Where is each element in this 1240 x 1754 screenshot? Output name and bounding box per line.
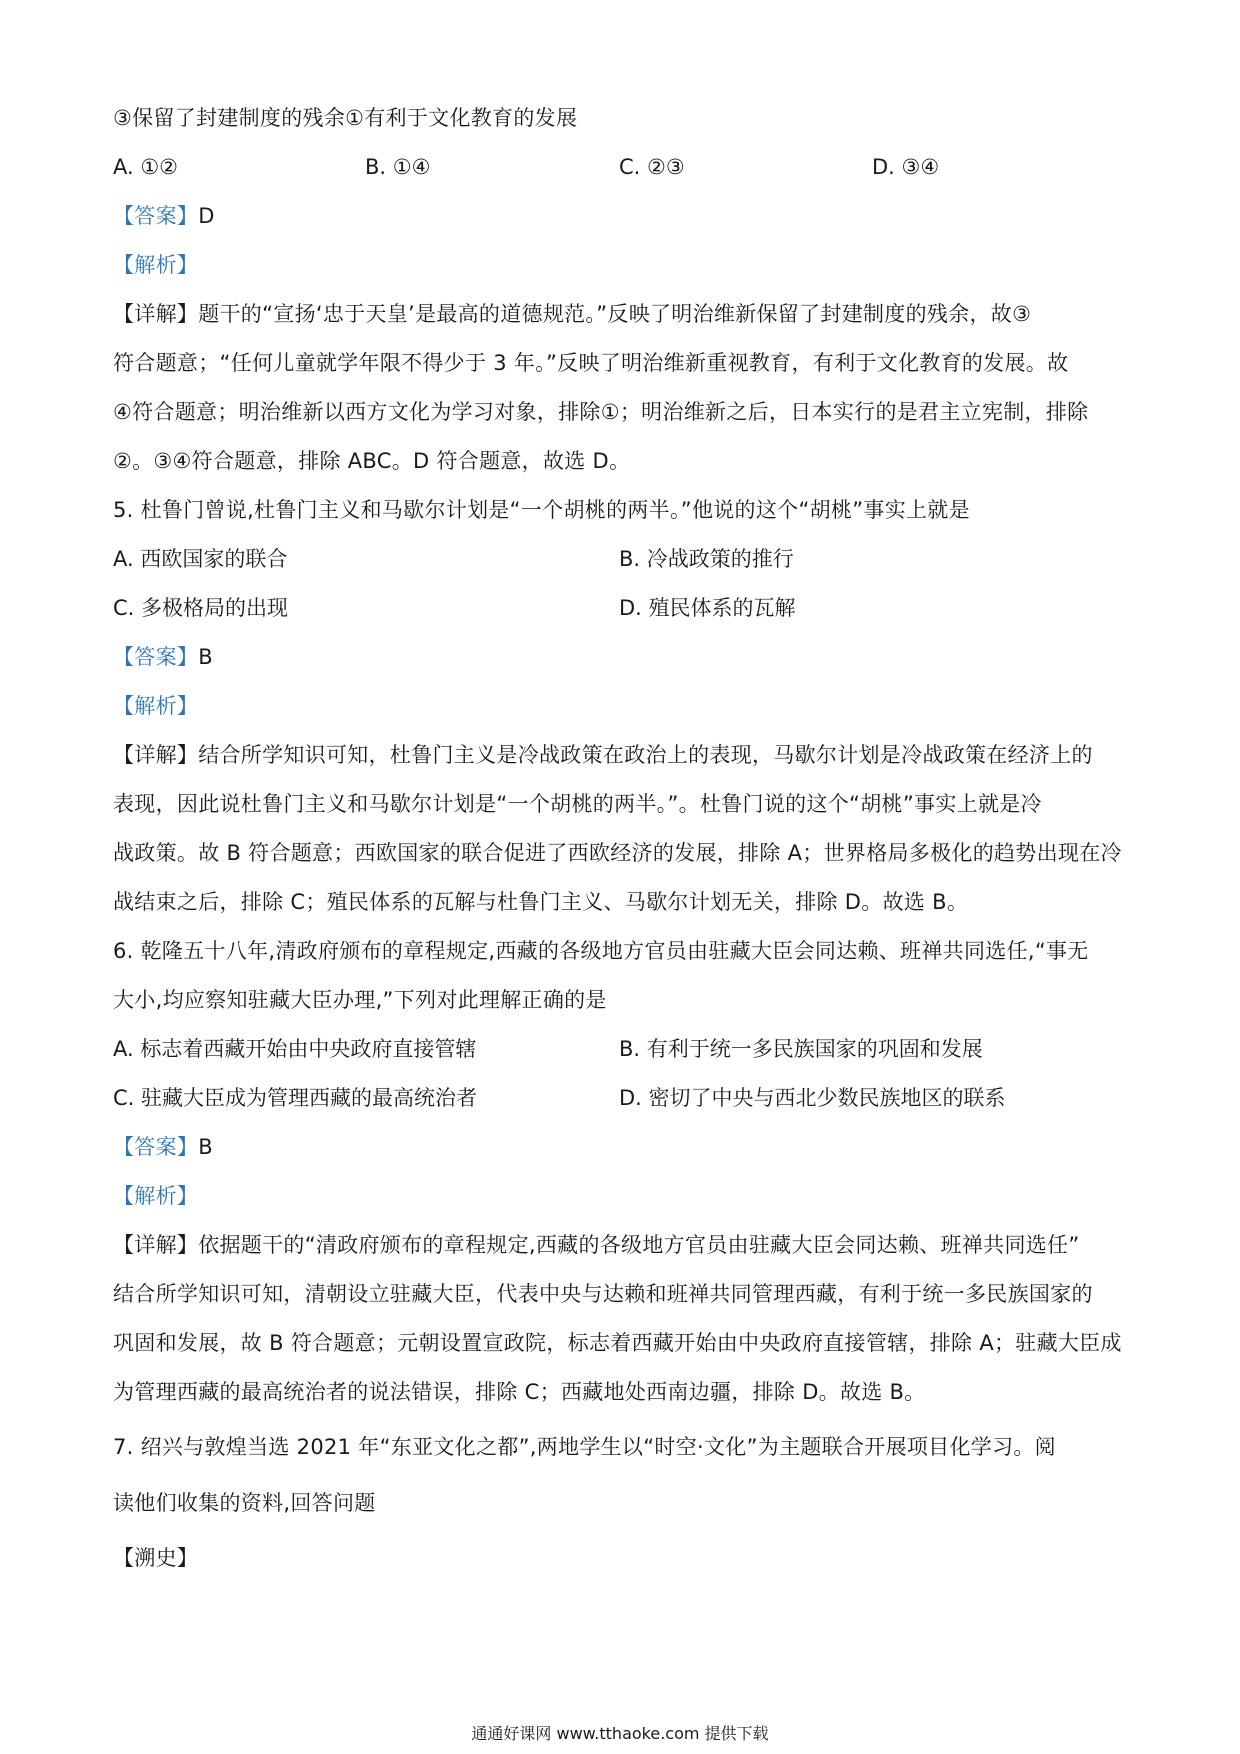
q5-option-c: C. 多极格局的出现 — [113, 596, 289, 620]
q6-answer — [113, 1132, 1133, 1162]
q6-detail-line: 为管理西藏的最高统治者的说法错误，排除 C；西藏地处西南边疆，排除 D。故选 B。 — [113, 1380, 926, 1404]
detail-text: 题干的“宣扬‘忠于天皇’是最高的道德规范。”反映了明治维新保留了封建制度的残余，故③ — [198, 302, 1032, 326]
q6-option-c: C. 驻藏大臣成为管理西藏的最高统治者 — [113, 1086, 478, 1110]
q5-option-a: A. 西欧国家的联合 — [113, 547, 288, 571]
q7-stem-line: 读他们收集的资料,回答问题 — [113, 1491, 376, 1515]
q4-stem-tail: ③保留了封建制度的残余①有利于文化教育的发展 — [113, 106, 578, 130]
detail-text: 结合所学知识可知，杜鲁门主义是冷战政策在政治上的表现，马歇尔计划是冷战政策在经济上的 — [198, 743, 1093, 767]
answer-tag: 【答案】 — [113, 1135, 199, 1159]
answer-value: B — [198, 645, 213, 669]
q7-section-heading: 【溯史】 — [113, 1546, 199, 1570]
q6-analysis-tag: 【解析】 — [113, 1184, 199, 1208]
q6-stem-line: 大小,均应察知驻藏大臣办理,”下列对此理解正确的是 — [113, 988, 607, 1012]
q6-option-a: A. 标志着西藏开始由中央政府直接管辖 — [113, 1037, 477, 1061]
detail-text: 依据题干的“清政府颁布的章程规定,西藏的各级地方官员由驻藏大臣会同达赖、班禅共同选任” — [198, 1233, 1080, 1257]
q5-detail-line: 表现，因此说杜鲁门主义和马歇尔计划是“一个胡桃的两半。”。杜鲁门说的这个“胡桃”事实上就是冷 — [113, 792, 1042, 816]
q5-detail-line: 战政策。故 B 符合题意；西欧国家的联合促进了西欧经济的发展，排除 A；世界格局多极化的趋势出现在冷 — [113, 841, 1122, 865]
detail-tag: 【详解】 — [113, 743, 199, 767]
q6-option-d: D. 密切了中央与西北少数民族地区的联系 — [619, 1086, 1006, 1110]
q6-detail-line — [113, 1230, 1133, 1260]
q7-stem-line: 7. 绍兴与敦煌当选 2021 年“东亚文化之都”,两地学生以“时空·文化”为主题联合开展项目化学习。阅 — [113, 1435, 1056, 1459]
answer-value: D — [198, 204, 215, 228]
q6-detail-line: 结合所学知识可知，清朝设立驻藏大臣，代表中央与达赖和班禅共同管理西藏，有利于统一多民族国家的 — [113, 1282, 1093, 1306]
q4-answer — [113, 201, 1133, 231]
answer-value: B — [198, 1135, 213, 1159]
q5-detail-line: 战结束之后，排除 C；殖民体系的瓦解与杜鲁门主义、马歇尔计划无关，排除 D。故选 B。 — [113, 890, 969, 914]
page-footer: 通通好课网 www.tthaoke.com 提供下载 — [471, 1724, 769, 1743]
answer-tag: 【答案】 — [113, 645, 199, 669]
q4-option-a: A. ①② — [113, 155, 178, 179]
answer-tag: 【答案】 — [113, 204, 199, 228]
q5-stem: 5. 杜鲁门曾说,杜鲁门主义和马歇尔计划是“一个胡桃的两半。”他说的这个“胡桃”事实上就是 — [113, 498, 970, 522]
detail-tag: 【详解】 — [113, 1233, 199, 1257]
q6-detail-line: 巩固和发展，故 B 符合题意；元朝设置宣政院，标志着西藏开始由中央政府直接管辖，排除 A；驻藏大臣成 — [113, 1331, 1122, 1355]
q4-detail-line: ④符合题意；明治维新以西方文化为学习对象，排除①；明治维新之后，日本实行的是君主立宪制，排除 — [113, 400, 1089, 424]
q4-option-d: D. ③④ — [872, 155, 940, 179]
q5-analysis-tag: 【解析】 — [113, 694, 199, 718]
q4-option-c: C. ②③ — [619, 155, 685, 179]
q4-option-b: B. ①④ — [365, 155, 431, 179]
q6-stem-line: 6. 乾隆五十八年,清政府颁布的章程规定,西藏的各级地方官员由驻藏大臣会同达赖、班禅共同选任,“事无 — [113, 939, 1089, 963]
q4-detail-line: 符合题意；“任何儿童就学年限不得少于 3 年。”反映了明治维新重视教育，有利于文化教育的发展。故 — [113, 351, 1069, 375]
detail-tag: 【详解】 — [113, 302, 199, 326]
q5-detail-line — [113, 740, 1133, 770]
q5-option-d: D. 殖民体系的瓦解 — [619, 596, 796, 620]
q5-answer — [113, 642, 1133, 672]
q4-analysis-tag: 【解析】 — [113, 253, 199, 277]
q6-option-b: B. 有利于统一多民族国家的巩固和发展 — [619, 1037, 983, 1061]
q4-detail-line — [113, 299, 1133, 329]
q4-detail-line: ②。③④符合题意，排除 ABC。D 符合题意，故选 D。 — [113, 449, 631, 473]
q5-option-b: B. 冷战政策的推行 — [619, 547, 794, 571]
